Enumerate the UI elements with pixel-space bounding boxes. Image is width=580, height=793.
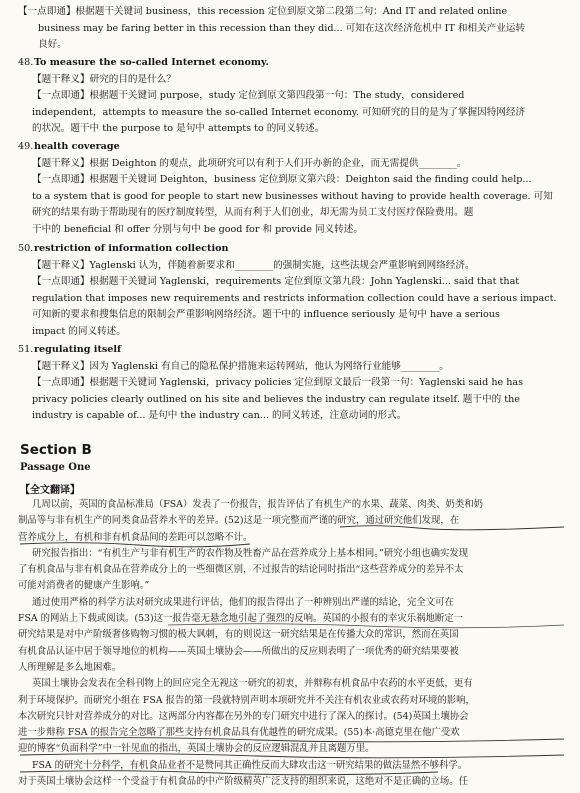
text-line: 研究的结果有助于帮助现有的医疗制度转型，从而有利于人们创业，却无需为员工支付医疗保险费用。题 [32, 207, 474, 219]
text-line: industry is capable of... 是句中 the industry can... 的同义转述，注意动词的形式。 [32, 410, 407, 422]
text-line: 良好。 [38, 39, 67, 51]
translation-line: 人所理解是多么地困难。 [18, 661, 122, 673]
question-title [18, 55, 563, 72]
translation-line: 研究结果是对中产阶级奢侈购物习惯的极大讽刺，有的则说这一研究结果是在传播大众的常识，然而在英国 [18, 629, 459, 641]
translation-line: 迎的博客“负面科学”中一针见血的指出，英国土壤协会的反应逻辑混乱并且离题万里。 [18, 743, 375, 755]
translation-line: 营养成分上，有机和非有机食品间的差距可以忽略不计。 [18, 531, 253, 543]
question-50 [18, 241, 563, 341]
question-number: 48. [18, 57, 34, 68]
question-49 [18, 139, 563, 239]
passage-heading: Passage One [20, 462, 91, 473]
translation-line: 了有机食品与非有机食品在营养成分上的一些细微区别，不过报告的结论同时指出“这些营养成分的差异不太 [18, 564, 464, 576]
question-title [18, 342, 563, 359]
text-line: 【一点即通】根据题干关键词 Yaglenski，requirements 定位到原文第九段：John Yaglenski... said that that [32, 276, 520, 288]
translation-line: 英国土壤协会发表在全科刊物上的回应完全无视这一研究的初衷，并辩称有机食品中农药的水平更低，更有 [32, 678, 473, 690]
text-line: 【一点即通】根据题干关键词 Deighton，business 定位到原文第六段：Deighton said the finding could help... [32, 174, 532, 186]
question-title [18, 139, 563, 156]
text-line: 【题干释义】研究的目的是什么？ [32, 73, 176, 85]
question-answer: regulating itself [34, 344, 122, 355]
translation-body [18, 497, 566, 790]
translation-line: 进一步辩称 FSA 的报告完全忽略了那些支持有机食品具有优越性的研究成果。(55)本·高德克里在他广受欢 [18, 727, 460, 739]
translation-line: 几周以前，英国的食品标准局（FSA）发表了一份报告，报告评估了有机生产的水果、蔬菜、肉类、奶类和奶 [32, 499, 483, 510]
text-line: to a system that is good for people to start new businesses without having to provide health coverage. 可知 [32, 190, 553, 202]
translation-line: 利于环境保护。而研究小组在 FSA 报告的第一段就特别声明本项研究并不关注有机农业或农药对环境的影响， [18, 694, 475, 706]
translation-line: 制品等与非有机生产的同类食品营养水平的差异。(52)这是一项完整而严谨的研究，通过研究他们发现，在 [18, 515, 460, 527]
text-line: business may be faring better in this recession than they did... 可知在这次经济危机中 IT 和相关产业运转 [38, 22, 526, 34]
text-line: impact 的同义转述。 [32, 325, 126, 337]
answer-51-tail [18, 4, 563, 54]
question-title [18, 241, 563, 258]
translation-label: 【全文翻译】 [20, 485, 80, 496]
text-line: 可知新的要求和搜集信息的限制会严重影响网络经济。题干中的 influence seriously 是句中 have a serious [32, 309, 500, 321]
text-line: 【题干释义】Yaglenski 认为，伴随着新要求和________的强制实施，这些法规会严重影响到网络经济。 [32, 259, 475, 271]
text-line: 【题干释义】根据 Deighton 的观点，此项研究可以有利于人们开办新的企业，而无需提供________。 [32, 157, 467, 169]
question-answer: restriction of information collection [34, 243, 229, 254]
text-line: 【一点即通】根据题干关键词 purpose，study 定位到原文第四段第一句：The study，considered [32, 90, 465, 102]
question-48 [18, 55, 563, 138]
question-answer: To measure the so-called Internet economy. [34, 57, 269, 68]
translation-line: FSA 的研究十分科学，有机食品业者不是赞同其正确性反而大肆攻击这一研究结果的做法显然不够科学。 [32, 759, 468, 771]
text-line: 【一点即通】根据题干关键词 business，this recession 定位到原文第二段第二句：And IT and related online [18, 6, 508, 17]
text-line: 【一点即通】根据题干关键词 Yaglenski，privacy policies 定位到原文最后一段第一句：Yaglenski said he has [32, 377, 524, 389]
translation-line: 对于英国土壤协会这样一个受益于有机食品的中产阶级精英广泛支持的组织来说，这绝对不是正确的立场。任 [18, 776, 469, 788]
text-line: 【题干释义】因为 Yaglenski 有自己的隐私保护措施来运转网站，他认为网络行业能够________。 [32, 360, 449, 372]
translation-line: 研究报告指出：“有机生产与非有机生产的农作物及牲畜产品在营养成分上基本相同。”研究小组也确实发现 [32, 547, 469, 559]
question-answer: health coverage [34, 141, 120, 152]
text-line: 干中的 beneficial 和 offer 分别与句中 be good for 和 provide 同义转述。 [32, 223, 363, 235]
translation-line: FSA 的网站上下载或阅读。(53)这一报告毫无悬念地引起了强烈的反响。英国的小报有的幸灾乐祸地断定一 [18, 613, 464, 625]
translation-line: 有机食品认证中居于领导地位的机构——英国土壤协会——所做出的反应则表明了一项优秀的研究结果要被 [18, 645, 459, 657]
text-line: regulation that imposes new requirements and restricts information collection could have a serious impact. [32, 292, 557, 304]
text-line: 的状况。题干中 the purpose to 是句中 attempts to 的同义转述。 [32, 123, 325, 135]
translation-line: 可能对消费者的健康产生影响。” [18, 580, 150, 592]
text-line: independent，attempts to measure the so-called Internet economy. 可知研究的目的是为了掌握因特网经济 [32, 106, 526, 118]
question-51 [18, 342, 563, 425]
question-number: 51. [18, 344, 34, 355]
section-heading: Section B [20, 442, 92, 458]
question-number: 50. [18, 243, 34, 254]
text-line: privacy policies clearly outlined on his site and believes the industry can regulate itself. 题干中的 the [32, 393, 520, 405]
translation-line: 本次研究只针对营养成分的对比。这两部分内容都在另外的专门研究中进行了深入的探讨。(54)英国土壤协会 [18, 710, 469, 722]
translation-line: 通过使用严格的科学方法对研究成果进行评估，他们的报告得出了一种辨别出严谨的结论，完全文可在 [32, 596, 454, 608]
question-number: 49. [18, 141, 34, 152]
